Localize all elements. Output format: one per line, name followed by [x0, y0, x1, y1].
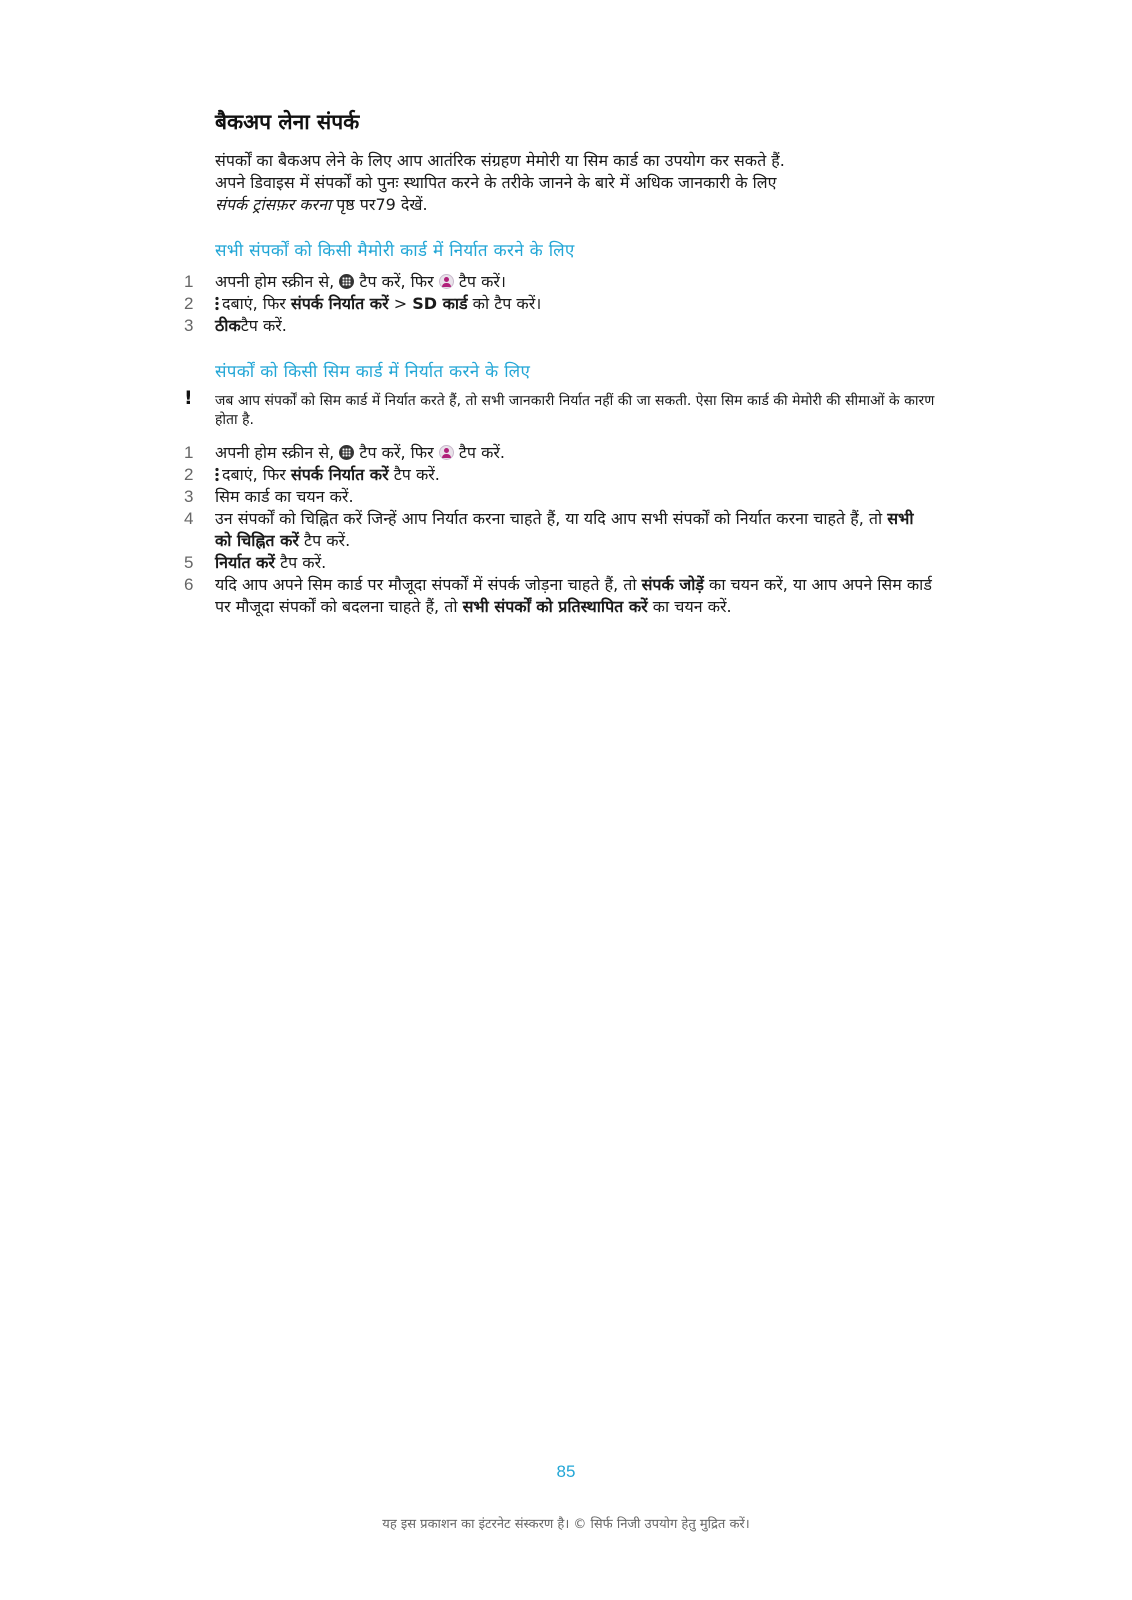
page-number: 85 — [556, 1462, 576, 1481]
step-number: 5 — [184, 553, 194, 572]
step-bold-text: सभी संपर्कों को प्रतिस्थापित करें — [462, 597, 648, 616]
page-footer: यह इस प्रकाशन का इंटरनेट संस्करण है। © सिर्फ निजी उपयोग हेतु मुद्रित करें। — [382, 1517, 750, 1532]
step-text: यदि आप अपने सिम कार्ड पर मौजूदा संपर्कों में संपर्क जोड़ना चाहते हैं, तो — [215, 575, 642, 594]
step-number: 2 — [184, 294, 194, 313]
step-item — [184, 552, 935, 574]
step-text: का चयन करें. — [647, 597, 732, 616]
intro-line-1: संपर्कों का बैकअप लेने के लिए आप आतंरिक संग्रहण मेमोरी या सिम कार्ड का उपयोग कर सकते हैं. — [215, 151, 785, 170]
intro-paragraph — [215, 150, 935, 216]
step-number: 4 — [184, 509, 194, 528]
step-bold-text: SD कार्ड — [412, 294, 468, 313]
step-item — [184, 315, 935, 337]
step-text: टैप करें. — [298, 531, 351, 550]
step-text: को टैप करें। — [467, 294, 542, 313]
step-text: अपनी होम स्क्रीन से, — [215, 272, 340, 291]
section-1-steps — [184, 271, 935, 337]
section-1-title: सभी संपर्कों को किसी मैमोरी कार्ड में निर्यात करने के लिए — [215, 241, 575, 261]
step-item — [184, 293, 935, 315]
step-bold-text: संपर्क निर्यात करें — [290, 294, 389, 313]
menu-icon — [215, 296, 219, 311]
page-title: बैकअप लेना संपर्क — [215, 110, 360, 134]
step-number: 3 — [184, 487, 194, 506]
step-item — [184, 442, 935, 464]
step-number: 2 — [184, 465, 194, 484]
intro-link[interactable]: संपर्क ट्रांसफ़र करना — [215, 195, 332, 214]
step-number: 1 — [184, 443, 194, 462]
step-number: 1 — [184, 272, 194, 291]
section-2-title: संपर्कों को किसी सिम कार्ड में निर्यात करने के लिए — [215, 362, 531, 382]
step-text: टैप करें. — [240, 316, 287, 335]
step-text: टैप करें. — [274, 553, 327, 572]
step-text: दबाएं, फिर — [222, 465, 291, 484]
step-text: टैप करें. — [388, 465, 440, 484]
step-text: उन संपर्कों को चिह्नित करें जिन्हें आप निर्यात करना चाहते हैं, या यदि आप सभी संपर्कों को निर्यात करना चाहते हैं, तो — [215, 509, 888, 528]
section-2-steps — [184, 442, 935, 618]
step-bold-text: ठीक — [215, 316, 241, 335]
step-text: > — [388, 294, 413, 313]
step-item — [184, 508, 935, 552]
step-text: दबाएं, फिर — [222, 294, 291, 313]
step-bold-text: निर्यात करें — [215, 553, 275, 572]
step-text: टैप करें, फिर — [354, 272, 439, 291]
menu-icon — [215, 467, 219, 482]
contacts-icon — [439, 274, 454, 289]
step-text: टैप करें. — [453, 443, 506, 462]
warning-icon: ! — [184, 387, 193, 409]
step-item — [184, 271, 935, 293]
apps-icon — [339, 445, 354, 460]
step-text: अपनी होम स्क्रीन से, — [215, 443, 340, 462]
step-bold-text: सभी को चिह्नित करें — [215, 509, 914, 550]
step-text: सिम कार्ड का चयन करें. — [215, 487, 354, 506]
apps-icon — [339, 274, 354, 289]
intro-tail: पृष्ठ पर79 देखें. — [331, 195, 428, 214]
intro-line-2: अपने डिवाइस में संपर्कों को पुनः स्थापित करने के तरीके जानने के बारे में अधिक जानकारी के लिए — [215, 173, 777, 192]
step-text: का चयन करें, या आप अपने सिम कार्ड पर मौजूदा संपर्कों को बदलना चाहते हैं, तो — [215, 575, 932, 616]
step-item — [184, 486, 935, 508]
main-content — [184, 108, 935, 618]
step-bold-text: संपर्क निर्यात करें — [290, 465, 389, 484]
step-number: 3 — [184, 316, 194, 335]
step-item — [184, 574, 935, 618]
step-bold-text: संपर्क जोड़ें — [641, 575, 704, 594]
contacts-icon — [439, 445, 454, 460]
warning-note — [184, 387, 935, 430]
warning-text: जब आप संपर्कों को सिम कार्ड में निर्यात करते हैं, तो सभी जानकारी निर्यात नहीं की जा सकती. ऐसा सिम कार्ड की मेमोरी की सीमाओं के कारण होता है. — [215, 393, 935, 428]
step-number: 6 — [184, 575, 194, 594]
step-text: टैप करें, फिर — [354, 443, 439, 462]
step-item — [184, 464, 935, 486]
step-text: टैप करें। — [453, 272, 507, 291]
